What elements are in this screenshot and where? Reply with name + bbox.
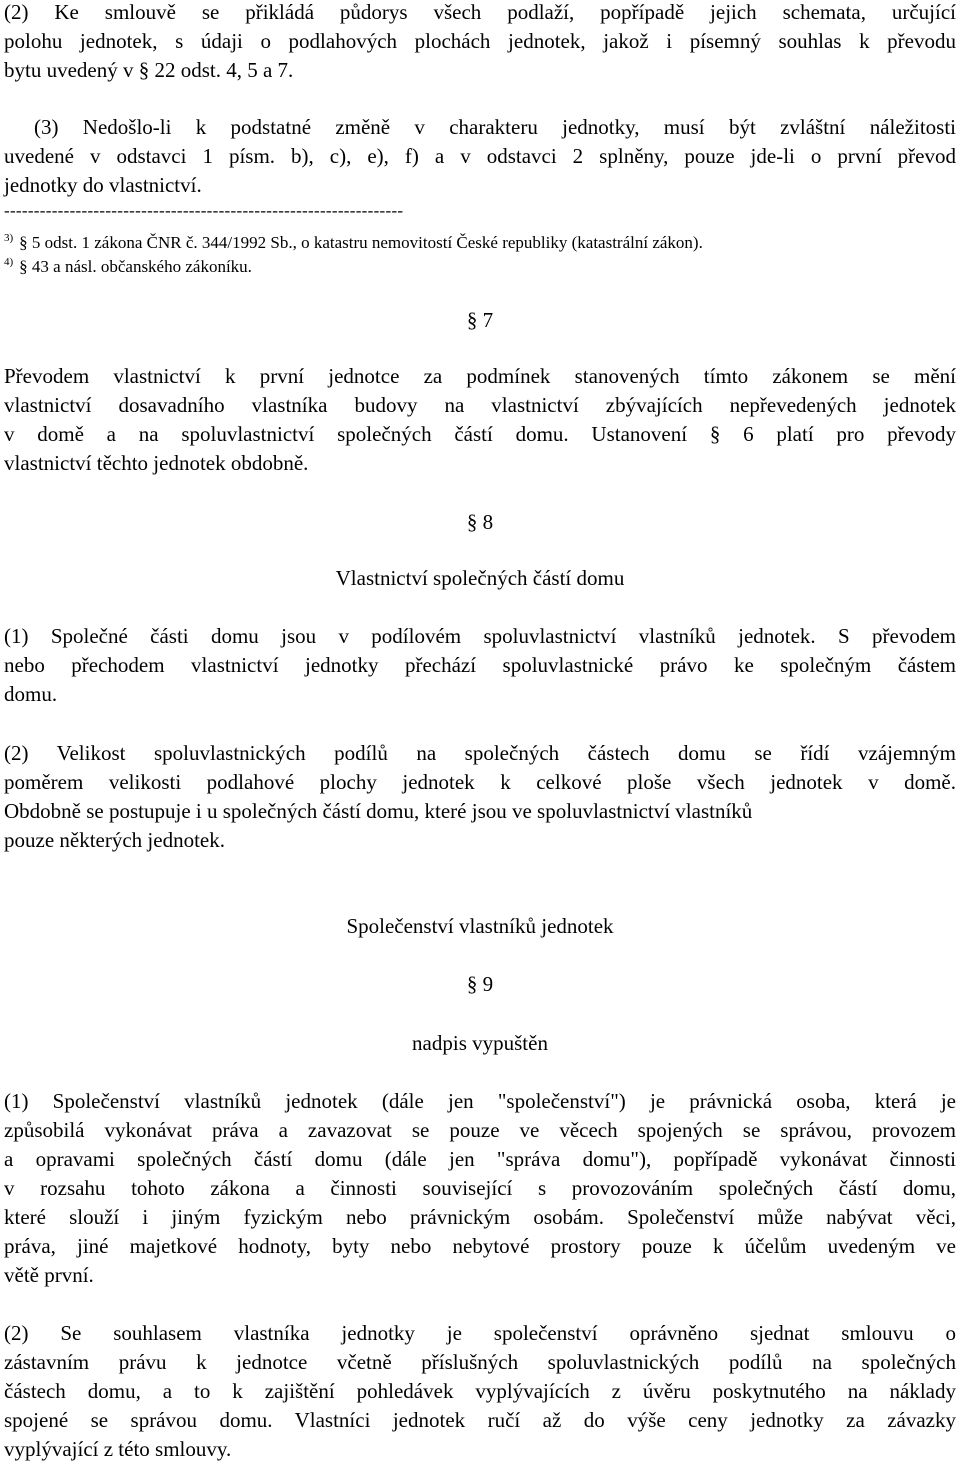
text-line: (1) Společenství vlastníků jednotek (dále jen "společenství") je právnická osoba, která je [4, 1089, 956, 1113]
section-title: Vlastnictví společných částí domu [335, 566, 625, 590]
footnote-text: 5 odst. 1 zákona ČNR č. 344/1992 Sb., o katastru nemovitostí České republiky (katastrální zákon). [27, 233, 703, 252]
text-line: způsobilá vykonávat práva a zavazovat se pouze ve věcech spojených se správou, provozem [4, 1118, 956, 1142]
footnote-mark: 4) [4, 256, 14, 268]
text-line: Převodem vlastnictví k první jednotce za podmínek stanovených tímto zákonem se mění [4, 364, 956, 388]
text-line: jednotky do vlastnictví. [4, 173, 202, 197]
text-line: a opravami společných částí domu (dále jen "správa domu"), popřípadě vykonávat činnosti [4, 1147, 956, 1171]
section-sign-icon: § [466, 510, 478, 534]
part-heading: Společenství vlastníků jednotek [346, 914, 614, 938]
footnote [4, 251, 252, 278]
section-sign-icon: § [19, 233, 28, 252]
text-line: v rozsahu tohoto zákona a činnosti související s provozováním společných částí domu, [4, 1176, 956, 1200]
text-line: zástavním právu k jednotce včetně příslušných spoluvlastnických podílů na společných [4, 1350, 956, 1374]
section-sign-icon: § [19, 257, 28, 276]
text-line: větě první. [4, 1263, 94, 1287]
section-subtitle: nadpis vypuštěn [412, 1031, 548, 1055]
text-line: spojené se správou domu. Vlastníci jednotek ručí až do výše ceny jednotky za závazky [4, 1408, 956, 1432]
text-line: v domě a na spoluvlastnictví společných částí domu. Ustanovení § 6 platí pro převody [4, 422, 956, 446]
text-line: vlastnictví dosavadního vlastníka budovy na vlastnictví zbývajících nepřevedených jednotek [4, 393, 956, 417]
text-line: (1) Společné části domu jsou v podílovém spoluvlastnictví vlastníků jednotek. S převodem [4, 624, 956, 648]
footnote-text: 43 a násl. občanského zákoníku. [27, 257, 252, 276]
section-number: § 9 [466, 972, 494, 996]
text-line: které slouží i jiným fyzickým nebo právnickým osobám. Společenství může nabývat věci, [4, 1205, 956, 1229]
text-line: Obdobně se postupuje i u společných částí domu, které jsou ve spoluvlastnictví vlastníků [4, 799, 753, 823]
text-line: (3) Nedošlo-li k podstatné změně v charakteru jednotky, musí být zvláštní náležitosti [34, 115, 956, 139]
text-line: vyplývající z této smlouvy. [4, 1437, 232, 1461]
text-line: domu. [4, 682, 58, 706]
footnote-mark: 3) [4, 232, 14, 244]
text-line: (2) Se souhlasem vlastníka jednotky je společenství oprávněno sjednat smlouvu o [4, 1321, 956, 1345]
text-line: uvedené v odstavci 1 písm. b), c), e), f) a v odstavci 2 splněny, pouze jde-li o první převod [4, 144, 956, 168]
section-sign-icon: § [466, 972, 478, 996]
text-line: práva, jiné majetkové hodnoty, byty nebo nebytové prostory pouze k účelům uvedeným ve [4, 1234, 956, 1258]
text-line: polohu jednotek, s údaji o podlahových plochách jednotek, jakož i písemný souhlas k převodu [4, 29, 956, 53]
text-line: nebo přechodem vlastnictví jednotky přechází spoluvlastnické právo ke společným částem [4, 653, 956, 677]
text-line: vlastnictví těchto jednotek obdobně. [4, 451, 309, 475]
text-line: poměrem velikosti podlahové plochy jednotek k celkové ploše všech jednotek v domě. [4, 770, 956, 794]
section-number: § 8 [466, 510, 494, 534]
text-line: částech domu, a to k zajištění pohledávek vyplývajících z úvěru poskytnutého na náklady [4, 1379, 956, 1403]
text-line: (2) Ke smlouvě se přikládá půdorys všech podlaží, popřípadě jejich schemata, určující [4, 0, 956, 24]
text-line: bytu uvedený v § 22 odst. 4, 5 a 7. [4, 58, 294, 82]
footnote-separator: ------------------------------------------------------------------- [4, 201, 404, 220]
section-number: § 7 [466, 308, 494, 332]
footnote [4, 227, 703, 254]
section-sign-icon: § [466, 308, 478, 332]
text-line: pouze některých jednotek. [4, 828, 225, 852]
text-line: (2) Velikost spoluvlastnických podílů na společných částech domu se řídí vzájemným [4, 741, 956, 765]
